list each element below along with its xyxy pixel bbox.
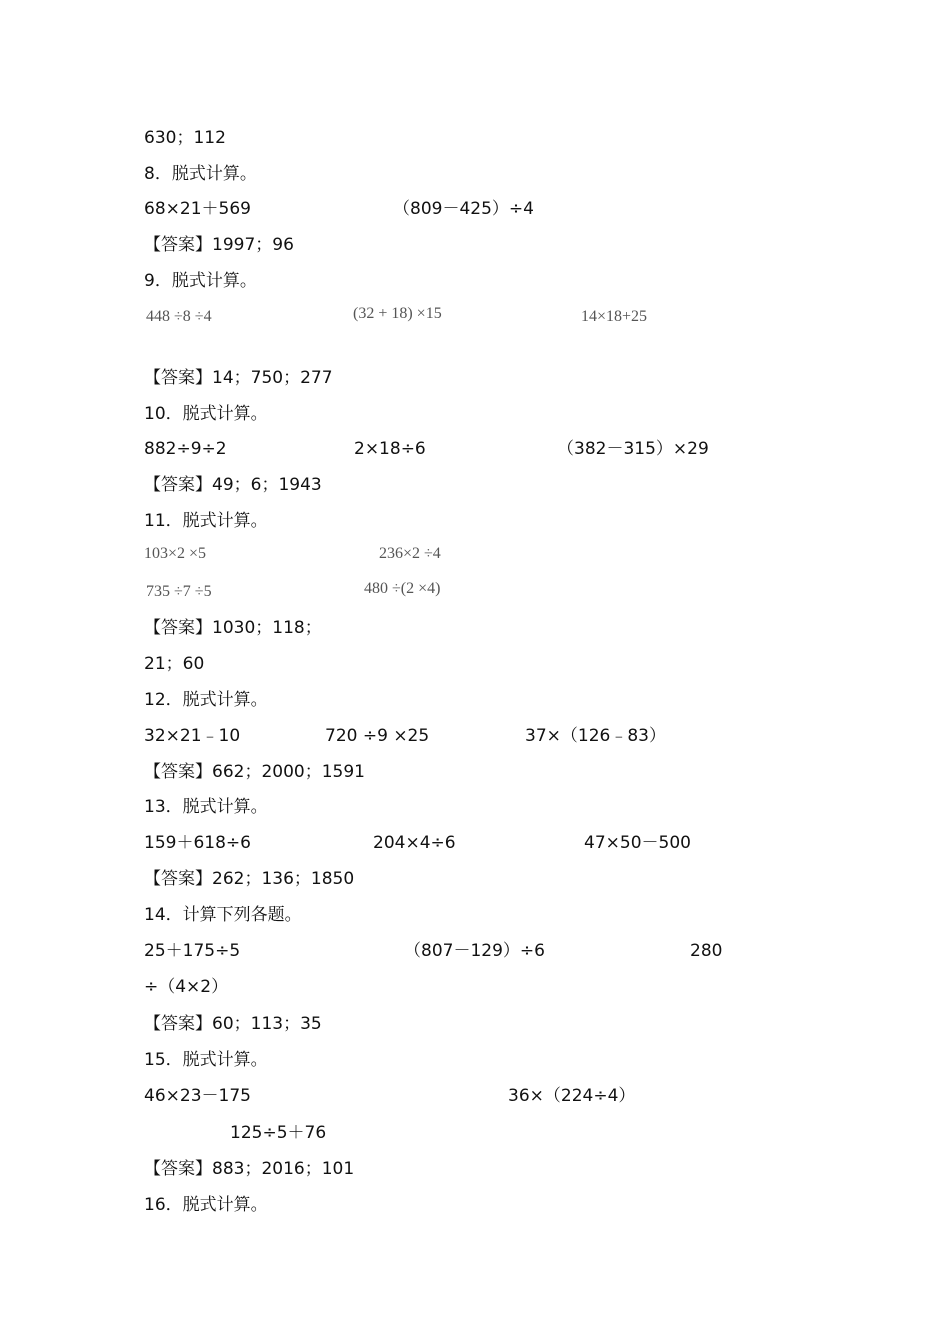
question-9-expression-1: 448 ÷8 ÷4 [146, 308, 212, 325]
question-11-answer-line-1: 【答案】1030；118； [144, 618, 322, 638]
question-12-expression-3: 37×（126﹣83） [525, 726, 666, 746]
question-9-title: 9．脱式计算。 [144, 271, 257, 291]
question-11-title: 11．脱式计算。 [144, 511, 268, 531]
question-11-expression-4: 480 ÷(2 ×4) [364, 580, 441, 597]
question-16-title: 16．脱式计算。 [144, 1195, 268, 1215]
question-13-expression-1: 159＋618÷6 [144, 833, 251, 853]
question-14-expression-3-part-2: ÷（4×2） [144, 977, 229, 997]
question-9-expression-3: 14×18+25 [581, 308, 648, 325]
question-14-expression-2: （807－129）÷6 [404, 941, 545, 961]
question-13-title: 13．脱式计算。 [144, 797, 268, 817]
question-15-expression-1: 46×23－175 [144, 1086, 251, 1106]
question-11-answer-line-2: 21；60 [144, 654, 205, 674]
question-12-answer: 【答案】662；2000；1591 [144, 762, 365, 782]
question-12-expression-2: 720 ÷9 ×25 [325, 726, 430, 746]
question-9-answer: 【答案】14；750；277 [144, 368, 333, 388]
question-14-answer: 【答案】60；113；35 [144, 1014, 322, 1034]
question-12-title: 12．脱式计算。 [144, 690, 268, 710]
question-15-expression-2: 36×（224÷4） [508, 1086, 636, 1106]
question-13-expression-3: 47×50－500 [584, 833, 691, 853]
question-10-expression-1: 882÷9÷2 [144, 439, 227, 459]
question-8-answer: 【答案】1997；96 [144, 235, 294, 255]
answer-continuation: 630；112 [144, 128, 226, 148]
question-11-expression-3: 735 ÷7 ÷5 [146, 583, 212, 600]
question-13-expression-2: 204×4÷6 [373, 833, 456, 853]
question-13-answer: 【答案】262；136；1850 [144, 869, 355, 889]
question-8-expression-1: 68×21＋569 [144, 199, 251, 219]
question-11-expression-2: 236×2 ÷4 [379, 545, 441, 562]
question-14-expression-1: 25＋175÷5 [144, 941, 241, 961]
question-10-expression-2: 2×18÷6 [354, 439, 426, 459]
question-10-answer: 【答案】49；6；1943 [144, 475, 322, 495]
question-8-expression-2: （809－425）÷4 [393, 199, 534, 219]
question-14-expression-3-part-1: 280 [690, 941, 723, 961]
question-12-expression-1: 32×21﹣10 [144, 726, 241, 746]
question-10-expression-3: （382－315）×29 [557, 439, 709, 459]
question-15-expression-3: 125÷5＋76 [230, 1123, 327, 1143]
question-9-expression-2: (32 + 18) ×15 [353, 305, 442, 322]
question-8-title: 8．脱式计算。 [144, 164, 257, 184]
question-15-answer: 【答案】883；2016；101 [144, 1159, 355, 1179]
question-14-title: 14．计算下列各题。 [144, 905, 302, 925]
question-10-title: 10．脱式计算。 [144, 404, 268, 424]
question-15-title: 15．脱式计算。 [144, 1050, 268, 1070]
question-11-expression-1: 103×2 ×5 [144, 545, 207, 562]
